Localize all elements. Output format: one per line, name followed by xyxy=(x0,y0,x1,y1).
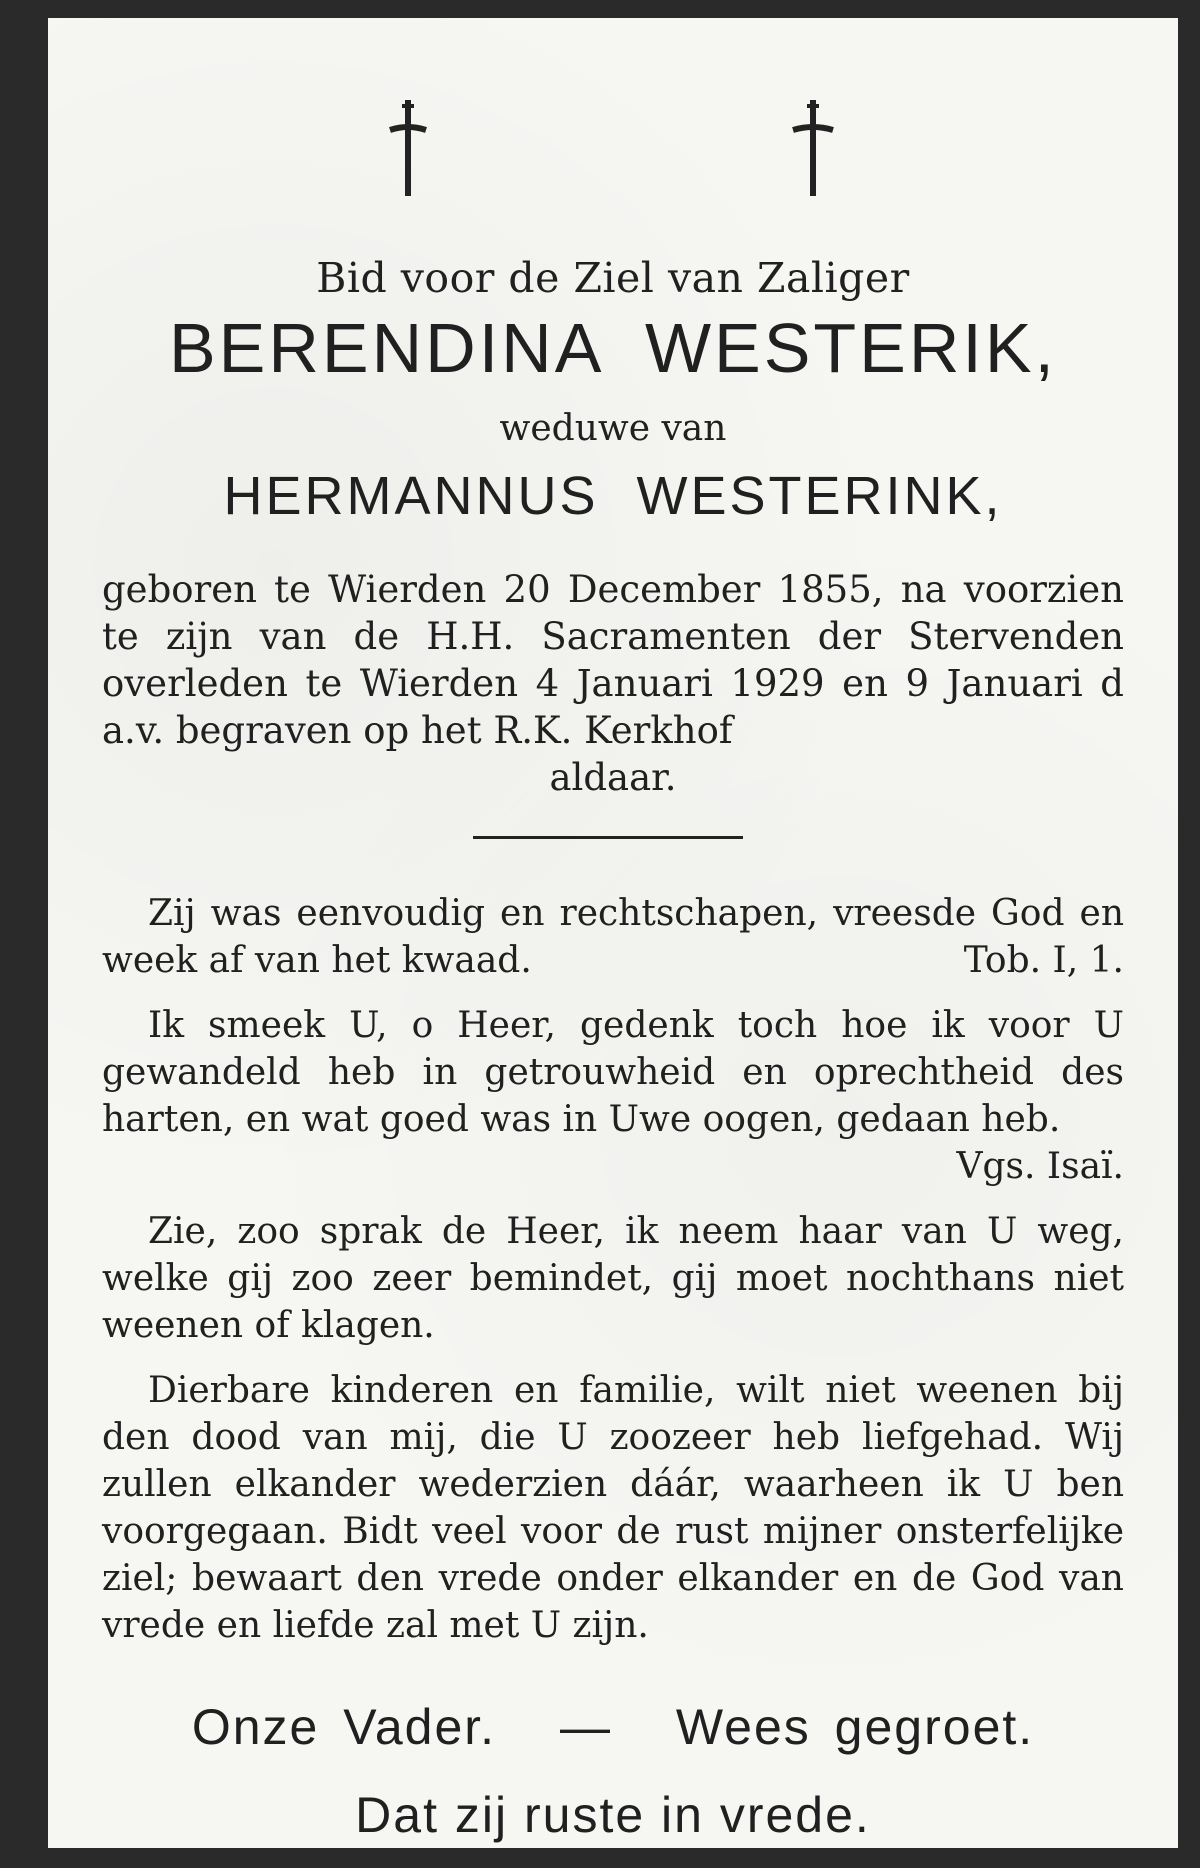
cross-icon-right xyxy=(783,96,843,206)
rest-in-peace: Dat zij ruste in vrede. xyxy=(355,1787,871,1843)
verse-2 xyxy=(102,1002,1124,1190)
biography-last-line: aldaar. xyxy=(549,756,677,799)
verse-reference: Tob. I, 1. xyxy=(963,940,1124,981)
closing-prayers xyxy=(48,1698,1178,1844)
cross-icon-left xyxy=(378,96,438,206)
card-paper xyxy=(48,18,1178,1848)
biography-text: geboren te Wierden 20 December 1855, na voorzien te zijn van de H.H. Sacramenten der Stervenden overleden te Wierden 4 Januari 1929 en 9 Januari d a.v. begraven op het R.K. Kerkhof xyxy=(102,568,1124,752)
deceased-name: BERENDINA WESTERIK, xyxy=(168,309,1058,387)
crosses xyxy=(48,96,1178,216)
verse-1 xyxy=(102,890,1124,984)
verse-reference: Vgs. Isaï. xyxy=(956,1146,1124,1187)
prayer-line xyxy=(48,1698,1178,1756)
prayer-hail-mary: Wees gegroet. xyxy=(675,1699,1035,1755)
verse-3 xyxy=(102,1208,1124,1349)
husband-name: HERMANNUS WESTERINK, xyxy=(223,466,1003,526)
prayer-our-father: Onze Vader. xyxy=(191,1699,497,1755)
verse-text: Zij was eenvoudig en rechtschapen, vreesde God en week af van het kwaad. xyxy=(102,893,1124,981)
card-header xyxy=(48,254,1178,527)
verse-4 xyxy=(102,1367,1124,1649)
verse-text: Dierbare kinderen en familie, wilt niet weenen bij den dood van mij, die U zoozeer heb liefgehad. Wij zullen elkander wederzien dáár, waarheen ik U ben voorgegaan. Bidt veel voor de rust mijner onsterfelijke ziel; bewaart den vrede onder elkander en de God van vrede en liefde zal met U zijn. xyxy=(102,1370,1124,1646)
biography xyxy=(102,566,1124,801)
divider xyxy=(473,836,743,839)
verses xyxy=(102,890,1124,1667)
prayer-request: Bid voor de Ziel van Zaliger xyxy=(316,254,910,302)
widow-of-label: weduwe van xyxy=(499,408,727,449)
verse-text: Zie, zoo sprak de Heer, ik neem haar van U weg, welke gij zoo zeer bemindet, gij moet nochthans niet weenen of klagen. xyxy=(102,1211,1124,1346)
prayer-separator: — xyxy=(559,1699,612,1755)
verse-text: Ik smeek U, o Heer, gedenk toch hoe ik voor U gewandeld heb in getrouwheid en oprechtheid des harten, en wat goed was in Uwe oogen, gedaan heb. xyxy=(102,1005,1124,1140)
